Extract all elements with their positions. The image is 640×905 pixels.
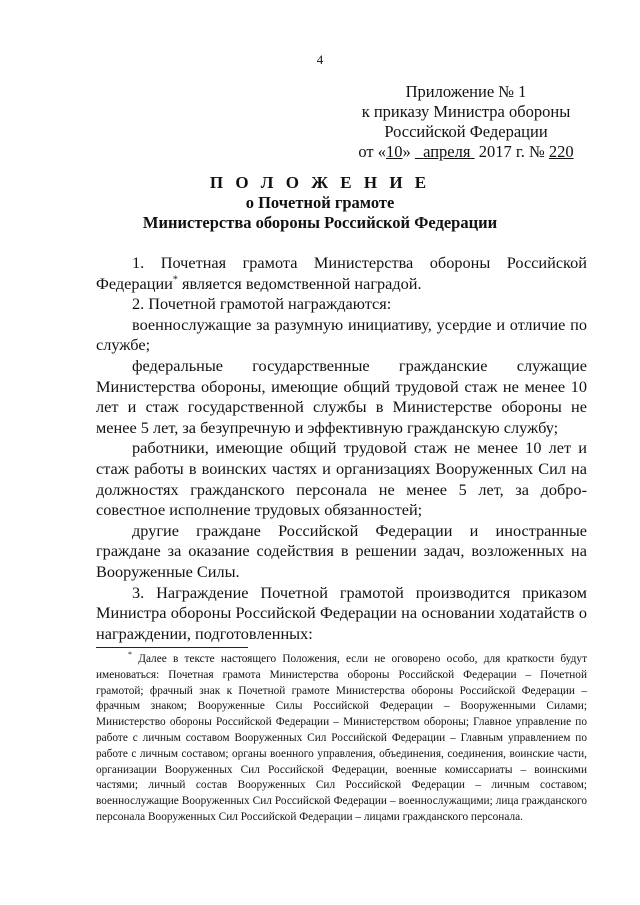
document-body — [96, 253, 587, 644]
paragraph-7: 3. Награждение Почетной грамотой производится приказом Министра обороны Российской Федерации на основании ходатайств о награждении, подготовленных: — [96, 582, 587, 643]
page-number: 4 — [316, 52, 324, 67]
paragraph-4: федеральные государственные гражданские служащие Министерства обороны, имеющие общий трудовой стаж не менее 10 лет и стаж государственной службы в Министерстве обороны не менее 5 лет, за безупречную и эффективную гражданскую службу; — [96, 355, 587, 437]
order-number: 220 — [548, 142, 574, 161]
footnote-star: * — [128, 650, 132, 660]
paragraph-6: другие граждане Российской Федерации и иностранные граждане за оказание содействия в решении задач, возложенных на Вооруженные Силы. — [96, 520, 587, 581]
document-title — [0, 173, 640, 233]
footnote-paragraph — [96, 652, 587, 826]
title-line-2: о Почетной грамоте — [245, 193, 395, 212]
paragraph-1 — [96, 253, 587, 294]
footnote-marker: * — [172, 274, 178, 286]
paragraph-1-text-a: 1. Почетная грамота Министерства обороны Российской Федерации — [96, 253, 587, 293]
paragraph-1-text-b: является ведомственной наградой. — [177, 273, 422, 293]
title-line-3: Министерства обороны Российской Федерации — [142, 213, 498, 232]
appendix-line-2: к приказу Министра обороны — [361, 102, 571, 121]
footnote-text: Далее в тексте настоящего Положения, если не оговорено особо, для краткости будут именоваться: Почетная грамота Министерства обороны Российской Федерации – Почетной грамотой; фрачный знак к Почетной грамоте Министерства обороны Российской Федерации – фрачным знаком; Вооруженные Силы Российской Федерации – Вооруженными Силами; Министерство обороны Российской Федерации – Министерством обороны; Главное управление по работе с личным составом Вооруженных Сил Российской Федерации – Главным управлением по работе с личным составом; органы военного управления, объединения, соединения, воинские части, организации Вооруженных Сил Российской Федерации, военные комиссариаты – воинскими частями; личный состав Вооруженных Сил Российской Федерации – личным составом; военнослужащие Вооруженных Сил Российской Федерации – военнослужащими; лица гражданского персонала Вооруженных Сил Российской Федерации – лицами гражданского персонала. — [96, 653, 587, 823]
paragraph-5: работники, имеющие общий трудовой стаж не менее 10 лет и стаж работы в воинских частях и организациях Вооруженных Сил на должностях гражданского персонала не менее 5 лет, за добро-совестное исполнение трудовых обязанностей; — [96, 438, 587, 520]
appendix-date-line — [335, 142, 597, 162]
date-prefix: от « — [358, 142, 386, 161]
order-day: 10 — [386, 142, 403, 161]
title-line-1: П О Л О Ж Е Н И Е — [209, 173, 431, 192]
order-month — [415, 142, 475, 161]
appendix-header — [335, 82, 597, 162]
order-month-text: апреля — [423, 142, 471, 161]
footnote — [96, 652, 587, 826]
footnote-separator — [96, 647, 248, 648]
date-mid-2: 2017 г. № — [474, 142, 549, 161]
appendix-line-1: Приложение № 1 — [405, 82, 527, 101]
paragraph-2: 2. Почетной грамотой награждаются: — [132, 294, 392, 314]
appendix-line-3: Российской Федерации — [384, 122, 548, 141]
date-mid-1: » — [402, 142, 415, 161]
paragraph-3: военнослужащие за разумную инициативу, усердие и отличие по службе; — [96, 314, 587, 355]
